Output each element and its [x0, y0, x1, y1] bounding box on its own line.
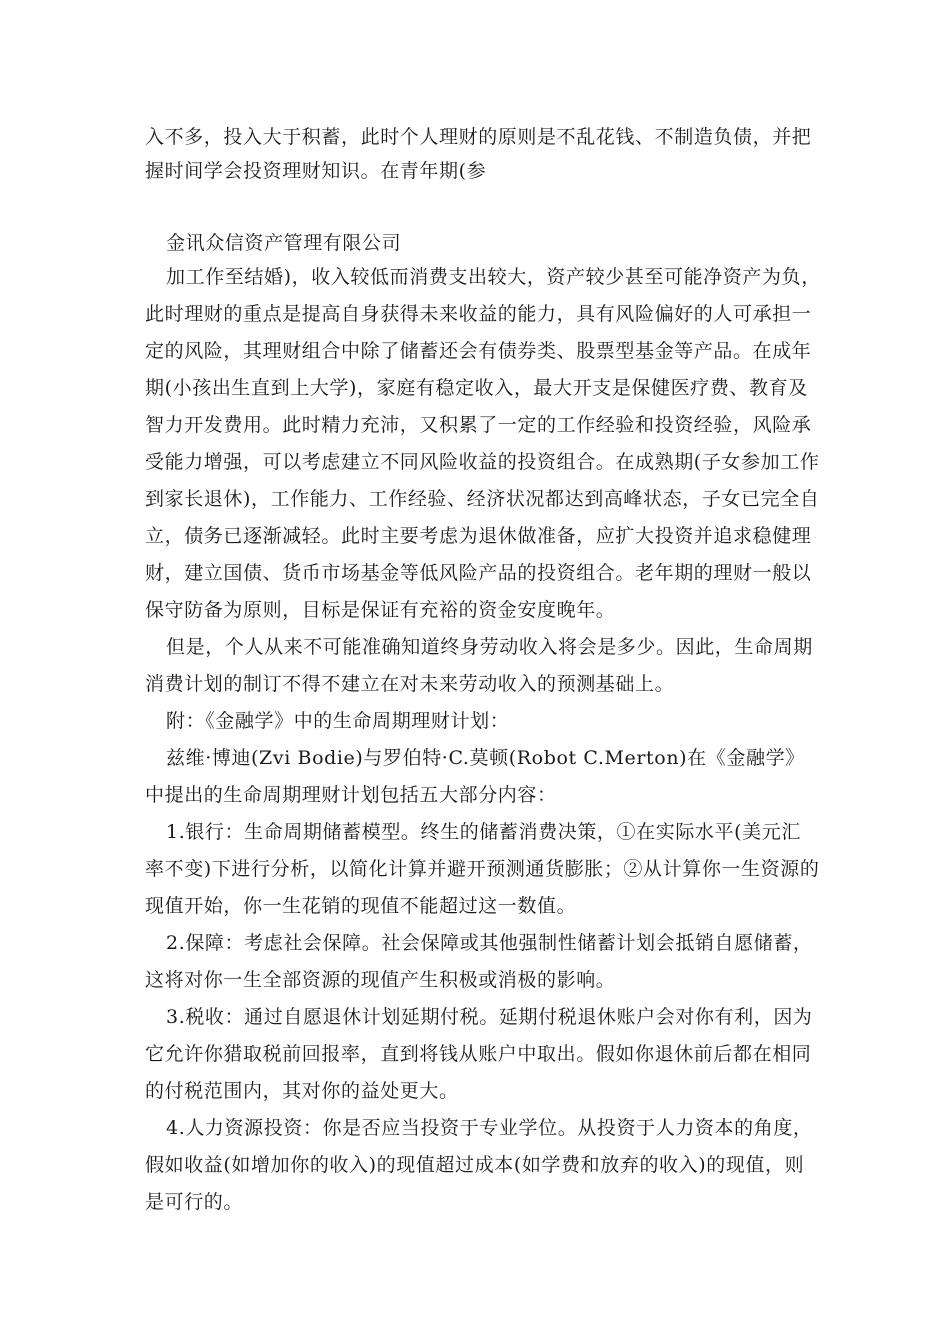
text-line: 假如收益(如增加你的收入)的现值超过成本(如学费和放弃的收入)的现值，则 — [145, 1154, 805, 1176]
text-line: 消费计划的制订不得不建立在对未来劳动收入的预测基础上。 — [145, 673, 675, 695]
text-line: 保守防备为原则，目标是保证有充裕的资金安度晚年。 — [145, 599, 616, 621]
text-line: 到家长退休)，工作能力、工作经验、经济状况都达到高峰状态，子女已完全自 — [145, 488, 820, 510]
text-line: 握时间学会投资理财知识。在青年期(参 — [145, 160, 487, 182]
appendix-title: 附：《金融学》中的生命周期理财计划： — [166, 710, 510, 732]
text-line: 期(小孩出生直到上大学)，家庭有稳定收入，最大开支是保健医疗费、教育及 — [145, 377, 808, 399]
list-item-4: 4.人力资源投资：你是否应当投资于专业学位。从投资于人力资本的角度， — [166, 1117, 813, 1139]
text-line: 加工作至结婚)，收入较低而消费支出较大，资产较少甚至可能净资产为负， — [166, 266, 821, 288]
text-line: 的付税范围内，其对你的益处更大。 — [145, 1080, 459, 1102]
text-line: 是可行的。 — [145, 1191, 244, 1213]
text-line: 中提出的生命周期理财计划包括五大部分内容： — [145, 784, 557, 806]
text-line: 受能力增强，可以考虑建立不同风险收益的投资组合。在成熟期(子女参加工作 — [145, 451, 820, 473]
text-line: 财，建立国债、货币市场基金等低风险产品的投资组合。老年期的理财一般以 — [145, 562, 812, 584]
text-line: 智力开发费用。此时精力充沛，又积累了一定的工作经验和投资经验，风险承 — [145, 414, 812, 436]
text-line: 此时理财的重点是提高自身获得未来收益的能力，具有风险偏好的人可承担一 — [145, 303, 812, 325]
text-line: 但是，个人从来不可能准确知道终身劳动收入将会是多少。因此，生命周期 — [166, 636, 813, 658]
company-header: 金讯众信资产管理有限公司 — [166, 232, 402, 254]
text-line: 它允许你猎取税前回报率，直到将钱从账户中取出。假如你退休前后都在相同 — [145, 1043, 812, 1065]
text-line: 定的风险，其理财组合中除了储蓄还会有债券类、股票型基金等产品。在成年 — [145, 340, 812, 362]
list-item-2: 2.保障：考虑社会保障。社会保障或其他强制性储蓄计划会抵销自愿储蓄， — [166, 932, 813, 954]
text-line: 入不多，投入大于积蓄，此时个人理财的原则是不乱花钱、不制造负债，并把 — [145, 126, 812, 148]
text-line: 兹维·博迪(Zvi Bodie)与罗伯特·C.莫顿(Robot C.Merton)在《金融学》 — [166, 747, 805, 769]
text-line: 现值开始，你一生花销的现值不能超过这一数值。 — [145, 895, 577, 917]
text-line: 率不变)下进行分析，以简化计算并避开预测通货膨胀；②从计算你一生资源的 — [145, 858, 820, 880]
list-item-3: 3.税收：通过自愿退休计划延期付税。延期付税退休账户会对你有利，因为 — [166, 1006, 813, 1028]
list-item-1: 1.银行：生命周期储蓄模型。终生的储蓄消费决策，①在实际水平(美元汇 — [166, 821, 801, 843]
text-line: 这将对你一生全部资源的现值产生积极或消极的影响。 — [145, 969, 616, 991]
text-line: 立，债务已逐渐减轻。此时主要考虑为退休做准备，应扩大投资并追求稳健理 — [145, 525, 812, 547]
